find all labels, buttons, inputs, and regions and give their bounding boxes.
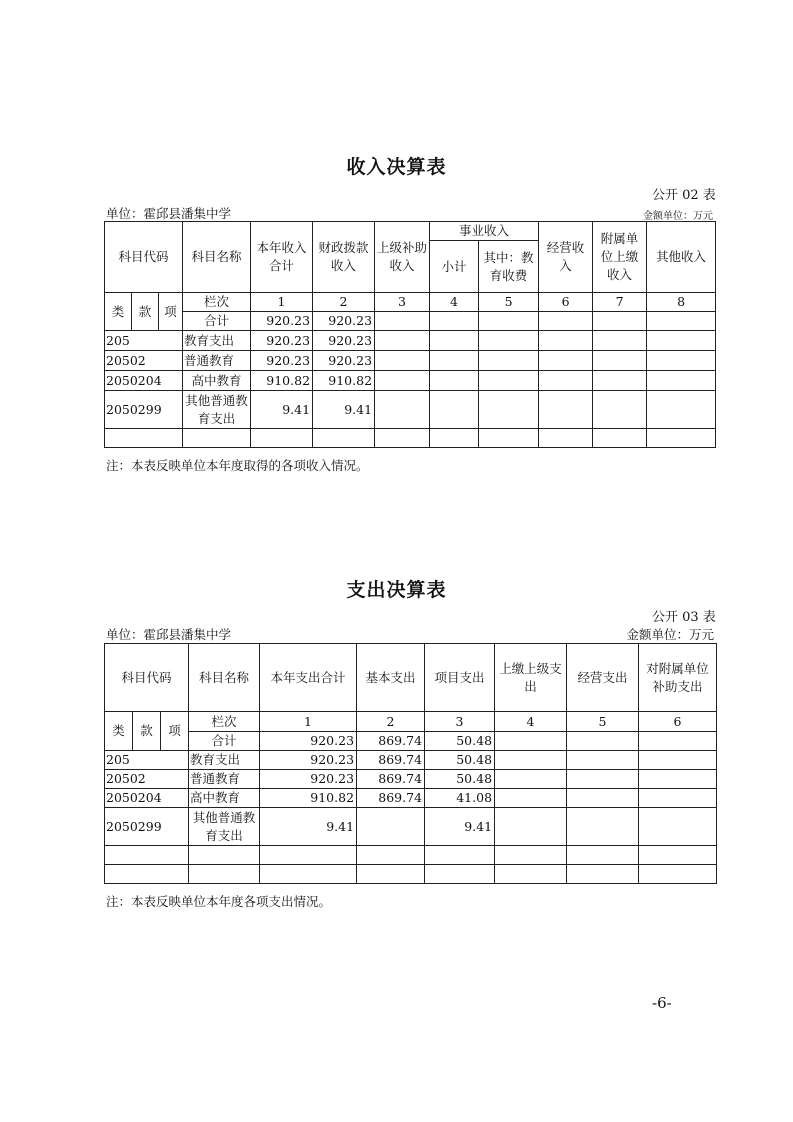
expense-header-lei: 类 — [105, 712, 133, 751]
page-number: -6- — [652, 994, 672, 1012]
expense-header-subject-code: 科目代码 — [105, 644, 189, 712]
expense-row-code: 2050204 — [105, 789, 189, 808]
income-header-subject-name: 科目名称 — [183, 222, 251, 293]
expense-row-project-value: 50.48 — [425, 751, 495, 770]
expense-header-total: 本年支出合计 — [260, 644, 357, 712]
expense-header-xiang: 项 — [161, 712, 189, 751]
income-row-name: 其他普通教育支出 — [183, 391, 251, 429]
expense-row-name: 普通教育 — [189, 770, 260, 789]
income-row-name: 高中教育 — [183, 371, 251, 391]
table-row-empty — [105, 846, 717, 865]
table-row-empty — [105, 429, 716, 448]
income-colno: 8 — [647, 293, 716, 312]
expense-row-total-value: 910.82 — [260, 789, 357, 808]
expense-row-basic-value: 869.74 — [357, 770, 425, 789]
expense-header-column-no: 栏次 — [189, 712, 260, 732]
income-header-business: 事业收入 — [430, 222, 539, 241]
expense-row-name: 其他普通教育支出 — [189, 808, 260, 846]
expense-row-code: 20502 — [105, 770, 189, 789]
table-row — [105, 808, 717, 846]
expense-row-name: 教育支出 — [189, 751, 260, 770]
expense-unit: 单位：霍邱县潘集中学 — [106, 627, 232, 642]
income-colno: 7 — [593, 293, 647, 312]
table-row — [105, 770, 717, 789]
table-row-empty — [105, 865, 717, 884]
expense-note: 注：本表反映单位本年度各项支出情况。 — [106, 894, 332, 909]
expense-row-project-value: 50.48 — [425, 732, 495, 751]
income-row-total-value: 9.41 — [251, 391, 313, 429]
expense-form-code: 公开 03 表 — [652, 610, 716, 625]
income-header-kuan: 款 — [132, 293, 159, 331]
income-row-fiscal-value: 910.82 — [313, 371, 375, 391]
table-row — [105, 371, 716, 391]
income-header-subject-code: 科目代码 — [105, 222, 183, 293]
income-row-fiscal-value: 920.23 — [313, 312, 375, 331]
expense-row-code: 2050299 — [105, 808, 189, 846]
expense-colno: 5 — [567, 712, 639, 732]
expense-amount-unit: 金额单位：万元 — [626, 627, 714, 642]
income-colno: 3 — [375, 293, 430, 312]
income-row-code: 2050204 — [105, 371, 183, 391]
income-row-total-value: 910.82 — [251, 371, 313, 391]
expense-header-affiliated-subsidy: 对附属单位补助支出 — [639, 644, 717, 712]
income-row-code: 205 — [105, 331, 183, 351]
table-row — [105, 789, 717, 808]
income-title: 收入决算表 — [346, 156, 447, 178]
expense-colno: 2 — [357, 712, 425, 732]
expense-row-project-value: 50.48 — [425, 770, 495, 789]
expense-row-total-value: 920.23 — [260, 770, 357, 789]
income-row-total-value: 920.23 — [251, 351, 313, 371]
table-row — [105, 351, 716, 371]
expense-row-total-value: 9.41 — [260, 808, 357, 846]
income-header-column-no: 栏次 — [183, 293, 251, 312]
income-colno: 6 — [539, 293, 593, 312]
income-unit: 单位：霍邱县潘集中学 — [106, 206, 232, 221]
expense-row-basic-value: 869.74 — [357, 789, 425, 808]
income-header-xiang: 项 — [159, 293, 183, 331]
expense-header-subject-name: 科目名称 — [189, 644, 260, 712]
table-row — [105, 331, 716, 351]
expense-header-to-superior: 上缴上级支出 — [495, 644, 567, 712]
income-row-fiscal-value: 920.23 — [313, 331, 375, 351]
income-header-affiliated: 附属单位上缴收入 — [593, 222, 647, 293]
expense-row-name: 高中教育 — [189, 789, 260, 808]
expense-row-total-value: 920.23 — [260, 751, 357, 770]
income-header-total: 本年收入合计 — [251, 222, 313, 293]
income-colno: 5 — [479, 293, 539, 312]
income-row-code: 2050299 — [105, 391, 183, 429]
income-row-fiscal-value: 9.41 — [313, 391, 375, 429]
table-row — [105, 391, 716, 429]
expense-row-total-value: 920.23 — [260, 732, 357, 751]
income-table — [104, 221, 716, 448]
expense-row-project-value: 9.41 — [425, 808, 495, 846]
expense-colno: 4 — [495, 712, 567, 732]
income-header-lei: 类 — [105, 293, 132, 331]
income-amount-unit: 金额单位：万元 — [643, 211, 713, 222]
expense-title: 支出决算表 — [346, 579, 447, 601]
income-row-name: 合计 — [183, 312, 251, 331]
expense-colno: 6 — [639, 712, 717, 732]
expense-row-name: 合计 — [189, 732, 260, 751]
income-row-total — [105, 312, 716, 331]
income-form-code: 公开 02 表 — [652, 188, 716, 203]
income-colno: 1 — [251, 293, 313, 312]
income-row-total-value: 920.23 — [251, 331, 313, 351]
income-row-total-value: 920.23 — [251, 312, 313, 331]
expense-table — [104, 643, 717, 884]
income-row-code: 20502 — [105, 351, 183, 371]
table-row — [105, 751, 717, 770]
expense-row-basic-value: 869.74 — [357, 751, 425, 770]
income-row-fiscal-value: 920.23 — [313, 351, 375, 371]
expense-header-operating: 经营支出 — [567, 644, 639, 712]
income-note: 注：本表反映单位本年度取得的各项收入情况。 — [106, 458, 369, 473]
expense-row-basic-value: 869.74 — [357, 732, 425, 751]
expense-header-kuan: 款 — [133, 712, 161, 751]
income-header-edu-fee: 其中：教育收费 — [479, 241, 539, 293]
income-colno: 4 — [430, 293, 479, 312]
income-header-other: 其他收入 — [647, 222, 716, 293]
income-header-superior-subsidy: 上级补助收入 — [375, 222, 430, 293]
expense-header-basic: 基本支出 — [357, 644, 425, 712]
income-header-subtotal: 小计 — [430, 241, 479, 293]
expense-row-project-value: 41.08 — [425, 789, 495, 808]
income-colno: 2 — [313, 293, 375, 312]
expense-row-code: 205 — [105, 751, 189, 770]
income-header-fiscal: 财政拨款收入 — [313, 222, 375, 293]
expense-colno: 3 — [425, 712, 495, 732]
income-row-name: 教育支出 — [183, 331, 251, 351]
expense-row-basic-value — [357, 808, 425, 846]
expense-colno: 1 — [260, 712, 357, 732]
income-row-name: 普通教育 — [183, 351, 251, 371]
expense-row-total — [105, 732, 717, 751]
income-header-operating: 经营收入 — [539, 222, 593, 293]
expense-header-project: 项目支出 — [425, 644, 495, 712]
